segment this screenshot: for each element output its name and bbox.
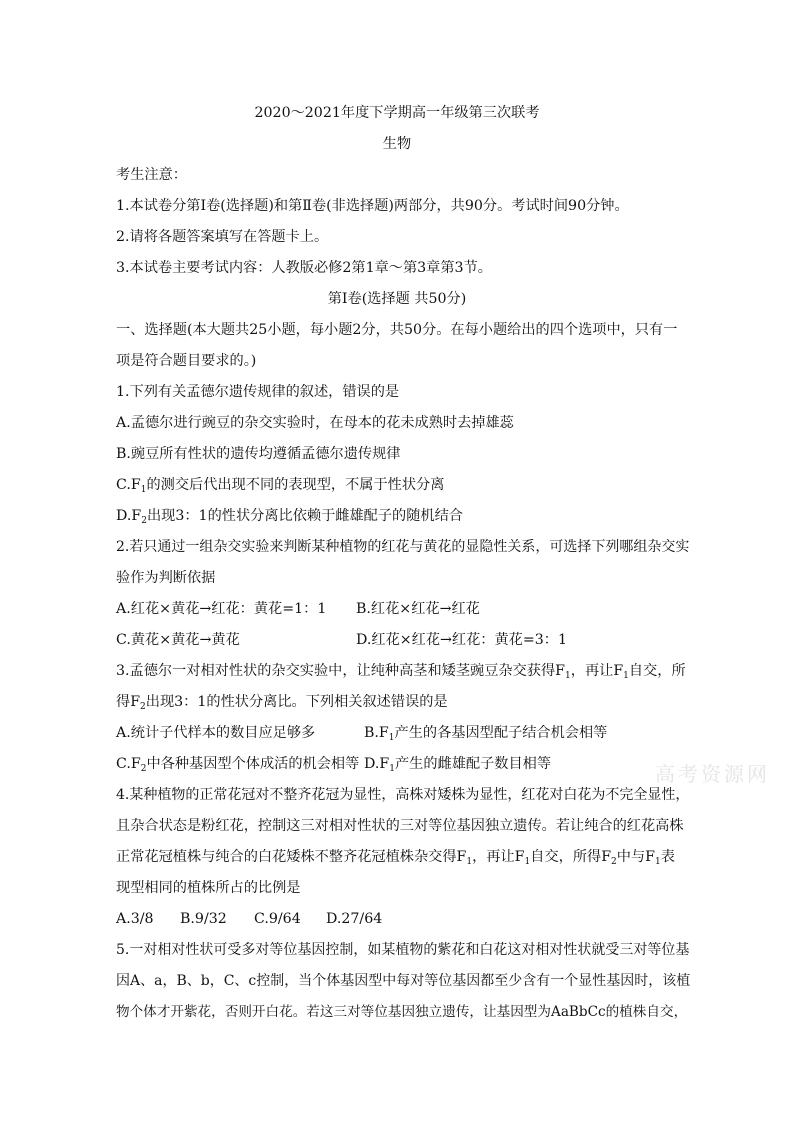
section-title: 第Ⅰ卷(选择题 共50分) (327, 291, 467, 307)
watermark: 高考资源网 (655, 762, 770, 786)
notice-item: 3.本试卷主要考试内容：人教版必修2第1章～第3章第3节。 (116, 260, 492, 276)
question-5-stem: 5.一对相对性状可受多对等位基因控制，如某植物的紫花和白花这对相对性状就受三对等位基 (116, 942, 690, 958)
exam-title: 2020～2021年度下学期高一年级第三次联考 (254, 105, 540, 121)
question-5-stem: 因A、a，B、b，C、c控制，当个体基因型中每对等位基因都至少含有一个显性基因时，该植 (116, 973, 691, 989)
question-4-option-d: D.27/64 (326, 911, 383, 927)
question-2-option-b: B.红花×红花→红花 (356, 601, 480, 617)
question-4-stem: 正常花冠植株与纯合的白花矮株不整齐花冠植株杂交得$F_1$，再让$F_1$自交，所得$F_2$中与$F_1$表 (116, 849, 675, 867)
notice-item: 1.本试卷分第Ⅰ卷(选择题)和第Ⅱ卷(非选择题)两部分，共90分。考试时间90分钟。 (116, 198, 629, 214)
question-3-option-d: $D.F_1$产生的雌雄配子数目相等 (364, 756, 552, 774)
subject-title: 生物 (382, 136, 412, 152)
question-2-stem: 2.若只通过一组杂交实验来判断某种植物的红花与黄花的显隐性关系，可选择下列哪组杂交实 (116, 539, 690, 555)
question-5-stem: 物个体才开紫花，否则开白花。若这三对等位基因独立遗传，让基因型为AaBbCc的植株自交， (116, 1004, 688, 1020)
question-2-stem: 验作为判断依据 (116, 570, 216, 586)
question-4-stem: 且杂合状态是粉红花，控制这三对相对性状的三对等位基因独立遗传。若让纯合的红花高株 (116, 818, 684, 834)
notice-heading: 考生注意： (116, 167, 187, 183)
question-1-option-b: B.豌豆所有性状的遗传均遵循孟德尔遗传规律 (116, 446, 401, 462)
question-2-option-a: A.红花×黄花→红花：黄花=1：1 (116, 601, 327, 617)
question-3-stem: 得$F_2$出现3：1的性状分离比。下列相关叙述错误的是 (116, 694, 448, 712)
question-2-option-c: C.黄花×黄花→黄花 (116, 632, 240, 648)
question-1-stem: 1.下列有关孟德尔遗传规律的叙述，错误的是 (116, 384, 400, 400)
question-1-option-c: $C.F_1$的测交后代出现不同的表现型，不属于性状分离 (116, 477, 445, 495)
question-3-option-c: $C.F_2$中各种基因型个体成活的机会相等 (116, 756, 360, 774)
question-4-stem: 现型相同的植株所占的比例是 (116, 880, 301, 896)
question-4-option-c: C.9/64 (254, 911, 301, 927)
question-4-option-a: A.3/8 (116, 911, 154, 927)
question-1-option-d: $D.F_2$出现3：1的性状分离比依赖于雌雄配子的随机结合 (116, 508, 463, 526)
question-4-stem: 4.某种植物的正常花冠对不整齐花冠为显性，高株对矮株为显性，红花对白花为不完全显性， (116, 787, 690, 803)
question-3-option-a: A.统计子代样本的数目应足够多 (116, 725, 316, 741)
question-3-stem: 3.孟德尔一对相对性状的杂交实验中，让纯种高茎和矮茎豌豆杂交获得$F_1$，再让$F_1$自交，所 (116, 663, 686, 681)
question-2-option-d: D.红花×红花→红花：黄花=3：1 (356, 632, 567, 648)
section-instructions: 项是符合题目要求的。) (116, 353, 257, 369)
question-3-option-b: $B.F_1$产生的各基因型配子结合机会相等 (364, 725, 608, 743)
notice-item: 2.请将各题答案填写在答题卡上。 (116, 229, 329, 245)
question-1-option-a: A.孟德尔进行豌豆的杂交实验时，在母本的花未成熟时去掉雄蕊 (116, 415, 514, 431)
section-instructions: 一、选择题(本大题共25小题，每小题2分，共50分。在每小题给出的四个选项中，只有一 (116, 322, 678, 338)
question-4-option-b: B.9/32 (180, 911, 227, 927)
